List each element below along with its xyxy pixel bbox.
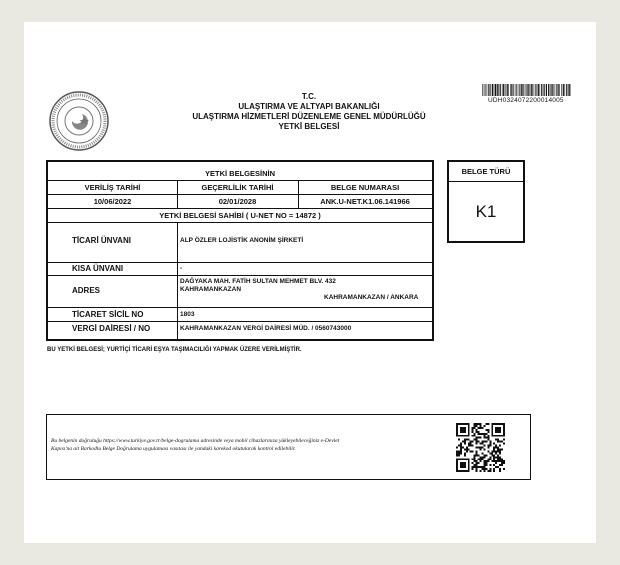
verification-line1: Bu belgenin doğruluğu https://www.turkiye.gov.tr/belge-dogrulama adresinde veya mobil cihazlarınıza yükleyebileceğiniz e-Devlet [51,438,340,444]
barcode [482,84,572,96]
header-country: T.C. [301,92,317,101]
col-header-issue-date: VERİLİŞ TARİHİ [84,183,141,192]
permit-scope-note: BU YETKİ BELGESİ; YURTİÇİ TİCARİ EŞYA TAŞIMACILIĞI YAPMAK ÜZERE VERİLMİŞTİR. [47,347,302,353]
document-number: ANK.U-NET.K1.06.141966 [320,197,410,206]
barcode-number: UDH0324072200014005 [488,97,564,104]
label-registry-number: TİCARET SİCİL NO [72,310,144,319]
document-type-box [447,160,525,243]
document-header [150,92,468,132]
value-tax-office: KAHRAMANKAZAN VERGİ DAİRESİ MÜD. / 0560743000 [180,325,352,332]
col-header-document-number: BELGE NUMARASI [330,183,400,192]
permit-table [46,160,434,341]
label-tax-office: VERGİ DAİRESİ / NO [72,324,151,333]
owner-header: YETKİ BELGESİ SAHİBİ ( U-NET NO = 14872 ) [159,211,321,220]
col-header-validity-date: GEÇERLİLİK TARİHİ [201,183,274,192]
issue-date: 10/06/2022 [93,197,132,206]
header-ministry: ULAŞTIRMA VE ALTYAPI BAKANLIĞI [238,102,380,111]
value-registry-number: 1803 [180,311,195,318]
table-title: YETKİ BELGESİNİN [204,169,275,178]
qr-code-icon[interactable] [456,423,505,472]
value-address-city: KAHRAMANKAZAN / ANKARA [324,294,419,301]
ministry-seal-icon [48,90,110,152]
value-short-name: - [180,265,183,272]
document-type-label: BELGE TÜRÜ [461,167,511,176]
value-address-line2: KAHRAMANKAZAN [180,286,242,293]
validity-date: 02/01/2028 [218,197,257,206]
label-short-name: KISA ÜNVANI [72,264,124,273]
verification-box [46,414,531,480]
document-title: YETKİ BELGESİ [278,122,340,131]
label-trade-name: TİCARİ ÜNVANI [72,236,131,245]
value-trade-name: ALP ÖZLER LOJİSTİK ANONİM ŞİRKETİ [180,237,304,244]
value-address-line1: DAĞYAKA MAH. FATİH SULTAN MEHMET BLV. 432 [180,278,336,285]
verification-text [51,437,441,453]
label-address: ADRES [72,286,101,295]
header-directorate: ULAŞTIRMA HİZMETLERİ DÜZENLEME GENEL MÜDÜRLÜĞÜ [192,112,426,121]
verification-line2: Kapısı'na ait Barkodlu Belge Doğrulama uygulaması vasıtası ile yandaki karekod okutularak kontrol edilebilir. [51,446,296,452]
document-type-value: K1 [475,202,497,221]
